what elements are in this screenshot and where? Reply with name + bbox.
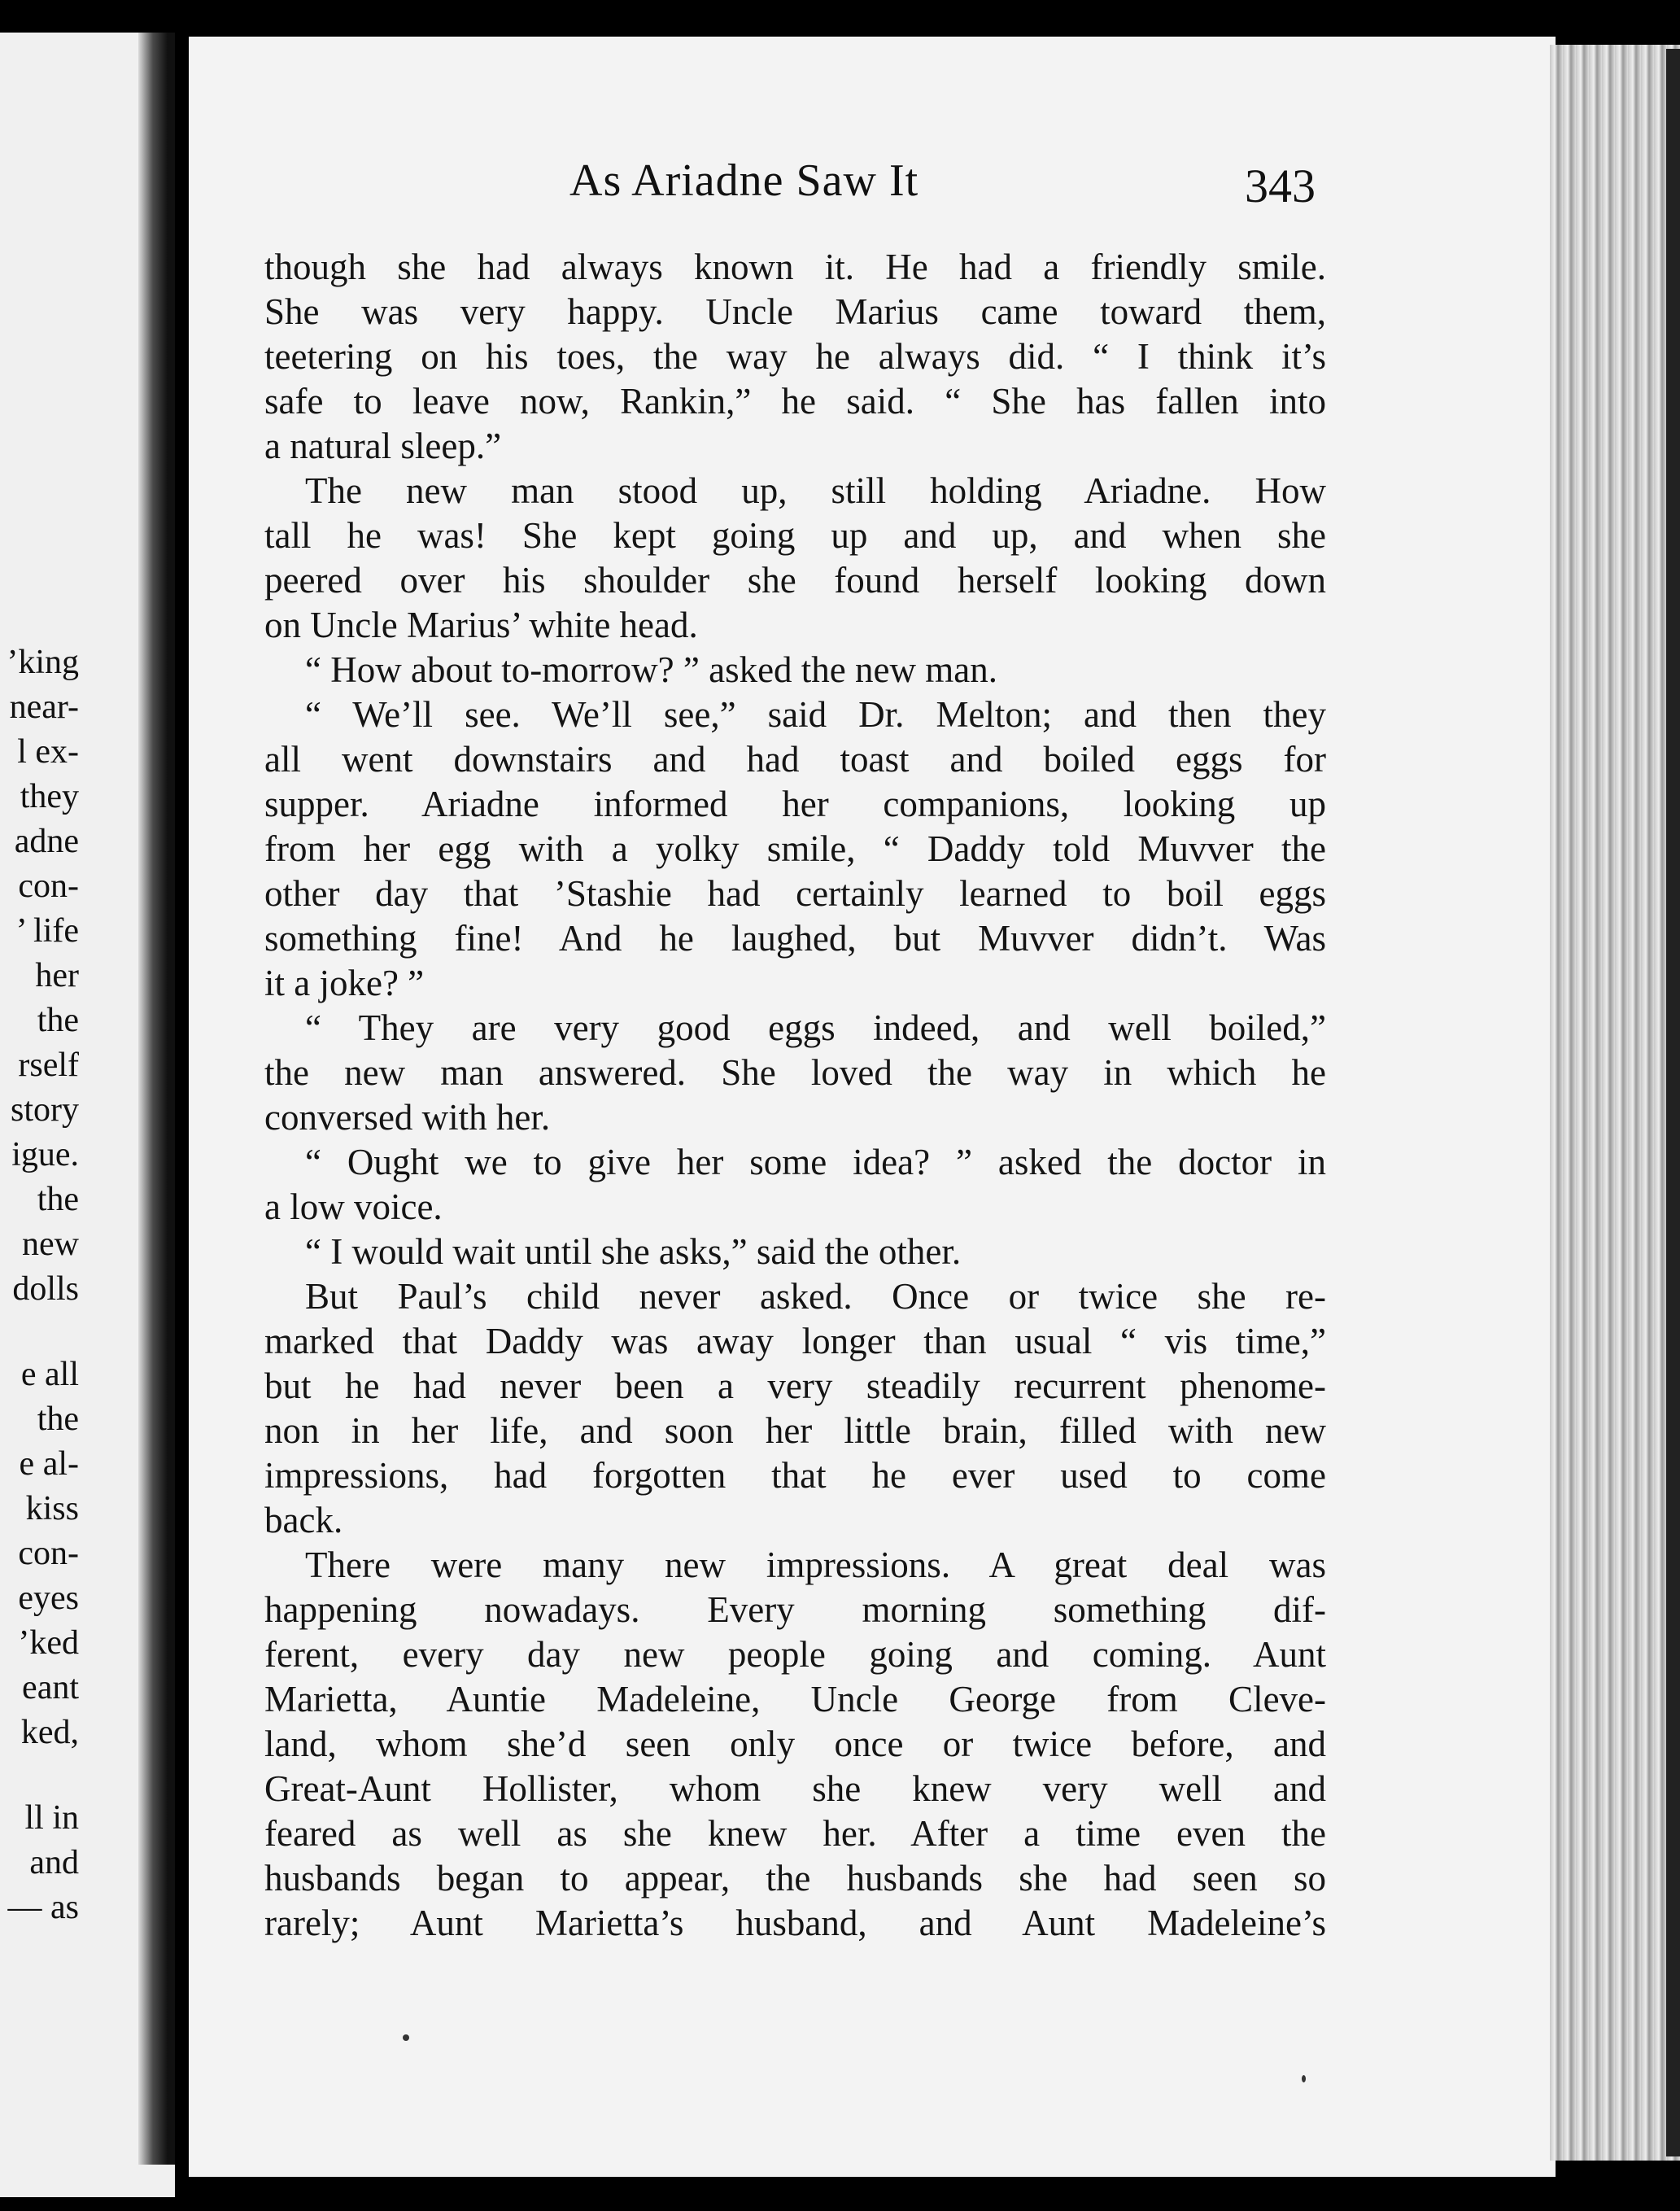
facing-page-fragment: the [37,1181,79,1218]
facing-page-fragment: they [20,778,79,815]
facing-page-fragment: the [37,1400,79,1438]
text-line: other day that ’Stashie had certainly learned to boil eggs [264,873,1326,914]
text-line: tall he was! She kept going up and up, and when she [264,515,1326,556]
facing-page-fragment: e all [20,1356,79,1393]
facing-page-fragment: ’ked [18,1624,79,1662]
text-line: on Uncle Marius’ white head. [264,605,698,645]
text-line: non in her life, and soon her little brain, filled with new [264,1410,1326,1451]
text-line: She was very happy. Uncle Marius came toward them, [264,291,1326,332]
book-edge-shadow [1666,49,1680,2156]
text-line: supper. Ariadne informed her companions, looking up [264,784,1326,824]
facing-page-fragment: new [22,1226,79,1263]
text-line: though she had always known it. He had a friendly smile. [264,247,1326,287]
running-head: As Ariadne Saw It [569,155,919,206]
facing-page-fragment: — as [7,1889,79,1926]
text-line: Marietta, Auntie Madeleine, Uncle George from Cleve- [264,1679,1326,1719]
text-line: a natural sleep.” [264,426,502,466]
facing-page-fragment: adne [14,823,79,860]
facing-page-fragment: dolls [12,1270,79,1308]
text-line: a low voice. [264,1186,443,1227]
facing-page-fragment: e al- [19,1445,79,1483]
text-line: marked that Daddy was away longer than usual “ vis time,” [264,1321,1326,1361]
text-line: “ How about to-morrow? ” asked the new man. [305,649,997,690]
facing-page-fragment: the [37,1002,79,1039]
text-line: back. [264,1500,343,1540]
text-line: conversed with her. [264,1097,551,1138]
text-line: “ They are very good eggs indeed, and well boiled,” [305,1007,1326,1048]
text-line: husbands began to appear, the husbands she had seen so [264,1858,1326,1899]
page-number: 343 [1245,159,1316,212]
text-line: safe to leave now, Rankin,” he said. “ She has fallen into [264,381,1326,422]
facing-page-fragment: rself [18,1047,79,1084]
text-line: impressions, had forgotten that he ever used to come [264,1455,1326,1496]
text-line: But Paul’s child never asked. Once or twice she re- [305,1276,1326,1317]
facing-page-fragment: con- [18,1535,79,1572]
text-line: happening nowadays. Every morning something dif- [264,1589,1326,1630]
text-line: teetering on his toes, the way he always did. “ I think it’s [264,336,1326,377]
speck [403,2034,409,2041]
text-line: from her egg with a yolky smile, “ Daddy told Muvver the [264,828,1326,869]
text-line: Great-Aunt Hollister, whom she knew very well and [264,1768,1326,1809]
facing-page-fragment: ’king [7,644,79,681]
facing-page-fragment: ll in [24,1799,79,1837]
text-line: all went downstairs and had toast and boiled eggs for [264,739,1326,780]
facing-page-fragment: igue. [11,1136,79,1173]
text-line: “ Ought we to give her some idea? ” asked the doctor in [305,1142,1326,1182]
text-line: peered over his shoulder she found herself looking down [264,560,1326,601]
page-edges [1550,45,1680,2161]
text-line: rarely; Aunt Marietta’s husband, and Aunt Madeleine’s [264,1903,1326,1943]
text-line: ferent, every day new people going and coming. Aunt [264,1634,1326,1675]
facing-page-fragment: and [29,1844,79,1881]
text-line: The new man stood up, still holding Ariadne. How [305,470,1326,511]
speck [1302,2075,1306,2082]
facing-page-fragment: kiss [25,1490,79,1527]
text-line: something fine! And he laughed, but Muvver didn’t. Was [264,918,1326,959]
text-line: There were many new impressions. A great deal was [305,1545,1326,1585]
facing-page-fragment: story [11,1091,79,1129]
facing-page-fragment: near- [9,688,79,726]
facing-page-fragment: ’ life [15,912,79,950]
facing-page-fragment: con- [18,867,79,905]
text-line: the new man answered. She loved the way in which he [264,1052,1326,1093]
facing-page-fragment: ked, [20,1714,79,1751]
text-line: land, whom she’d seen only once or twice before, and [264,1724,1326,1764]
text-line: it a joke? ” [264,963,425,1003]
text-line: “ I would wait until she asks,” said the other. [305,1231,962,1272]
book-gutter [138,33,175,2165]
facing-page-fragment: eyes [18,1580,79,1617]
text-line: but he had never been a very steadily recurrent phenome- [264,1365,1326,1406]
facing-page-fragment: her [35,957,79,994]
text-line: feared as well as she knew her. After a time even the [264,1813,1326,1854]
text-line: “ We’ll see. We’ll see,” said Dr. Melton; and then they [305,694,1326,735]
facing-page-fragment: eant [22,1669,79,1706]
facing-page-fragment: l ex- [17,733,79,771]
